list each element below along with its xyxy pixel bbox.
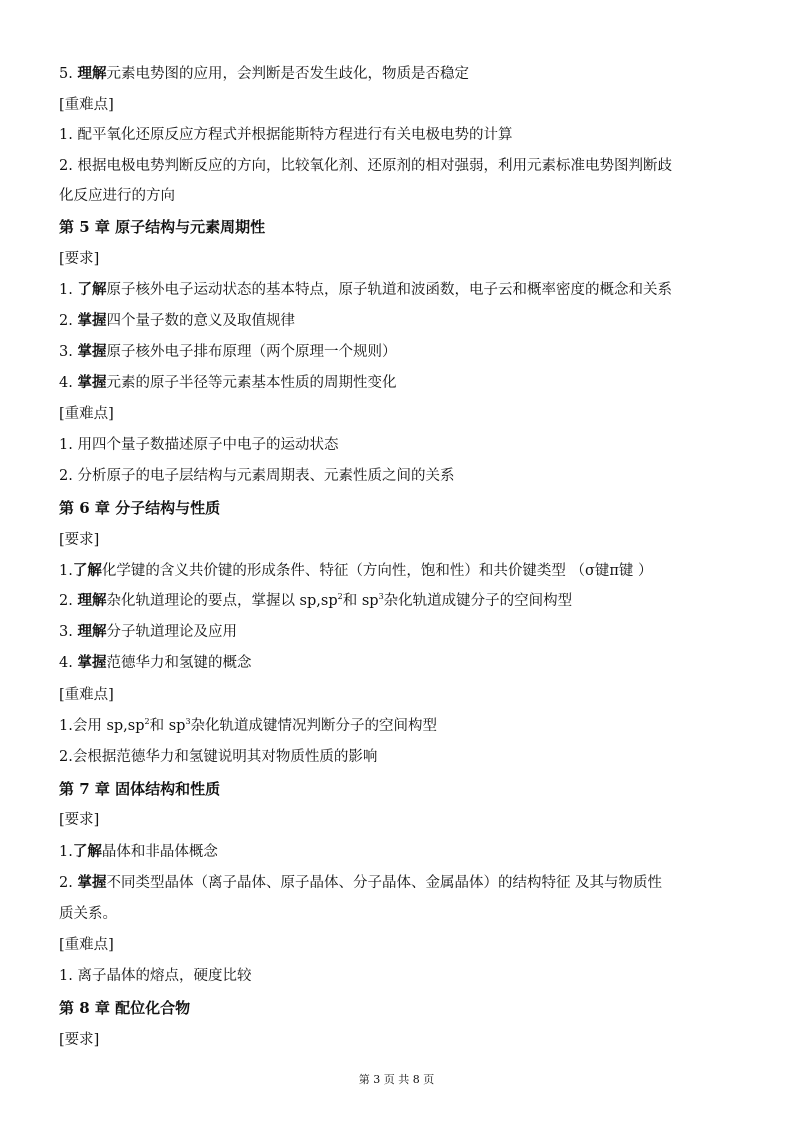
list-item: 2. 掌握四个量子数的意义及取值规律 xyxy=(59,312,295,329)
section-label-key-points: [重难点] xyxy=(59,937,114,953)
list-item: 4. 掌握范德华力和氢键的概念 xyxy=(59,654,252,671)
list-item: 2. 理解杂化轨道理论的要点，掌握以 $sp,sp^2$和 $sp^3$杂化轨道成键分子的空间构型 xyxy=(59,592,573,609)
list-item: 2. 掌握不同类型晶体（离子晶体、原子晶体、分子晶体、金属晶体）的结构特征 及其与物质性 xyxy=(59,874,663,891)
list-item: 3. 理解分子轨道理论及应用 xyxy=(59,623,237,640)
page-footer: 第 3 页 共 8 页 xyxy=(358,1073,435,1086)
list-item: 1. 配平氧化还原反应方程式并根据能斯特方程进行有关电极电势的计算 xyxy=(59,127,513,143)
chapter-8-heading: 第 8 章 配位化合物 xyxy=(59,999,191,1017)
list-item: 1.了解晶体和非晶体概念 xyxy=(59,843,218,860)
section-label-requirements: [要求] xyxy=(59,1032,100,1048)
section-label-requirements: [要求] xyxy=(59,251,100,267)
list-item: 1. 离子晶体的熔点，硬度比较 xyxy=(59,968,252,984)
list-item: 2.会根据范德华力和氢键说明其对物质性质的影响 xyxy=(59,749,378,765)
list-item: 2. 根据电极电势判断反应的方向，比较氧化剂、还原剂的相对强弱，利用元素标准电势图判断歧 xyxy=(59,158,672,174)
chapter-7-heading: 第 7 章 固体结构和性质 xyxy=(59,780,221,798)
list-item: 4. 掌握元素的原子半径等元素基本性质的周期性变化 xyxy=(59,374,397,391)
section-label-key-points: [重难点] xyxy=(59,687,114,703)
chapter-6-heading: 第 6 章 分子结构与性质 xyxy=(59,499,221,517)
list-item: 1. 了解原子核外电子运动状态的基本特点，原子轨道和波函数，电子云和概率密度的概念和关系 xyxy=(59,281,672,298)
list-item: 2. 分析原子的电子层结构与元素周期表、元素性质之间的关系 xyxy=(59,468,455,484)
list-item-understand-potential-diagram: 5. 理解元素电势图的应用，会判断是否发生歧化，物质是否稳定 xyxy=(59,65,469,82)
section-label-key-points: [重难点] xyxy=(59,97,114,113)
section-label-requirements: [要求] xyxy=(59,532,100,548)
list-item-continuation: 化反应进行的方向 xyxy=(59,188,175,204)
list-item: 1.会用 $sp,sp^2$和 $sp^3$杂化轨道成键情况判断分子的空间构型 xyxy=(59,717,438,734)
section-label-requirements: [要求] xyxy=(59,812,100,828)
chapter-5-heading: 第 5 章 原子结构与元素周期性 xyxy=(59,218,266,236)
section-label-key-points: [重难点] xyxy=(59,406,114,422)
list-item-continuation: 质关系。 xyxy=(59,906,117,922)
list-item: 1. 用四个量子数描述原子中电子的运动状态 xyxy=(59,437,339,453)
list-item: 3. 掌握原子核外电子排布原理（两个原理一个规则） xyxy=(59,343,397,360)
list-item: 1.了解化学键的含义共价键的形成条件、特征（方向性，饱和性）和共价键类型 （σ键π键 ） xyxy=(59,562,653,579)
